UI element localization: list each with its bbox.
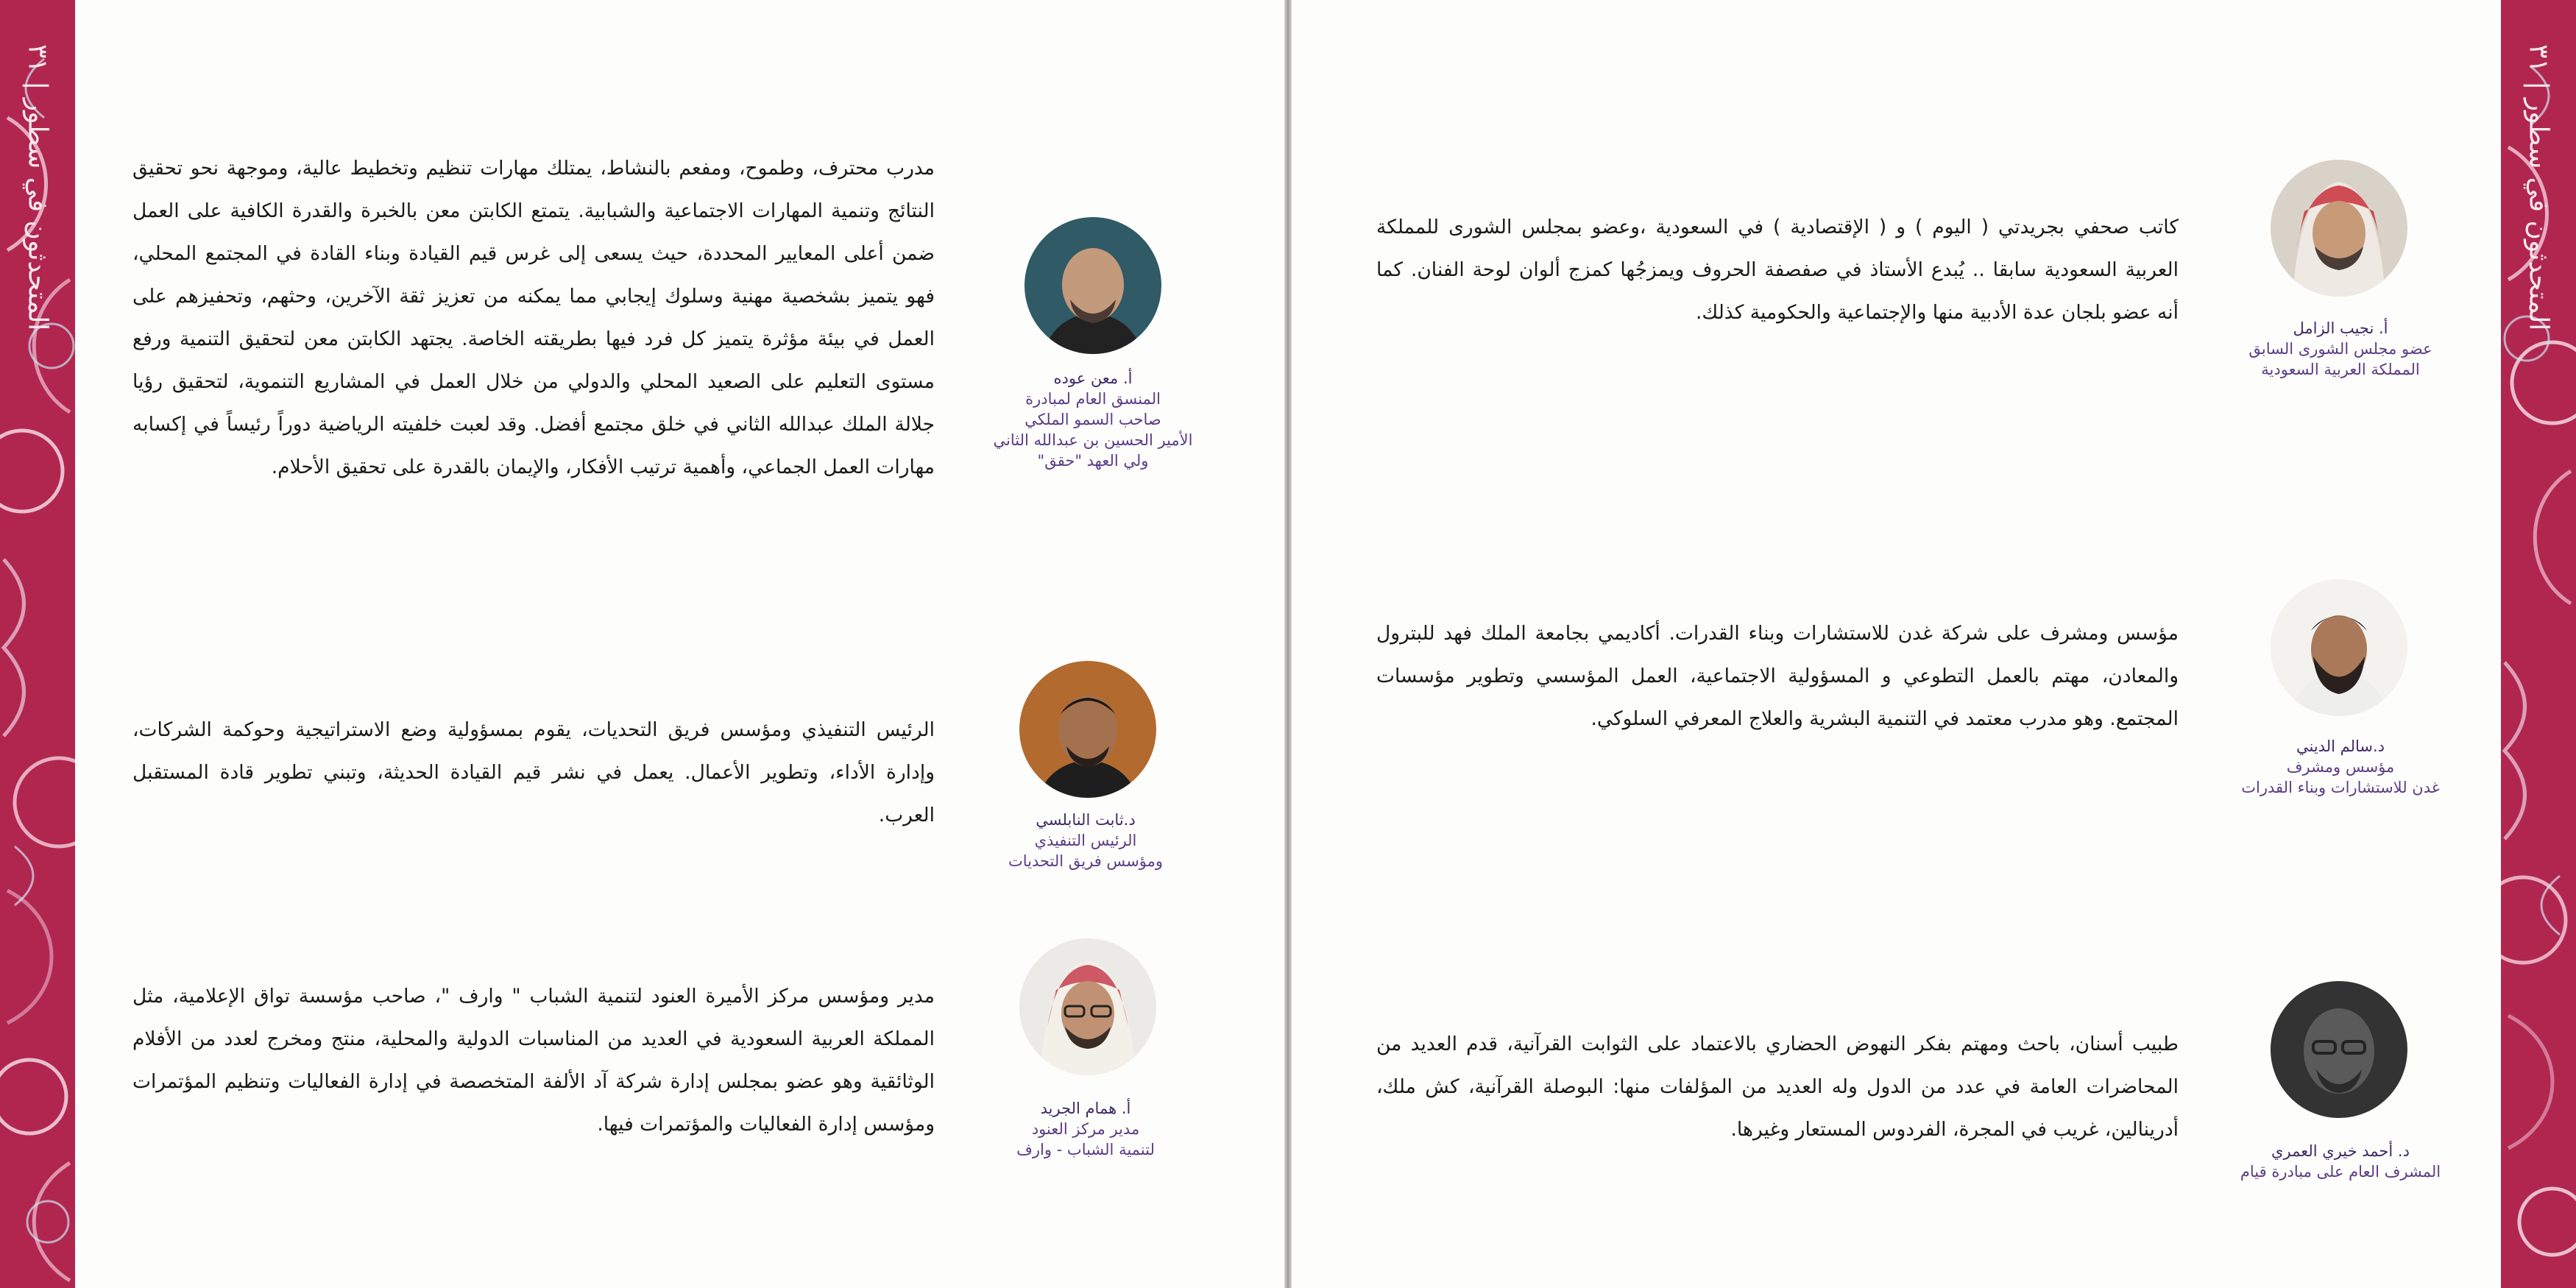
speaker-caption-maan — [949, 368, 1236, 471]
speaker-caption-najeeb — [2223, 318, 2458, 380]
speaker-bio-thabet: الرئيس التنفيذي ومؤسس فريق التحديات، يقوم بمسؤولية وضع الاستراتيجية وحوكمة الشركات، وإدارة الأداء، وتطوير الأعمال. يعمل في نشر قيم القيادة الحديثة، وتبني تطوير قادة المستقبل العرب. — [132, 718, 935, 827]
speaker-org: غدن للاستشارات وبناء القدرات — [2241, 779, 2440, 796]
speaker-photo-maan — [1025, 217, 1161, 354]
speaker-name: أ. همام الجريد — [1040, 1100, 1131, 1117]
speaker-role: المنسق العام لمبادرة — [1025, 390, 1161, 408]
speaker-caption-humam — [972, 1098, 1200, 1160]
left-side-band — [0, 0, 75, 1288]
speaker-photo-ahmed — [2271, 981, 2407, 1118]
speaker-name: د.ثابت النابلسي — [1036, 811, 1136, 829]
speaker-name: د. أحمد خيري العمري — [2271, 1142, 2410, 1160]
band-title-right: المتحدثون في سطور | ٣١ — [2523, 44, 2554, 331]
speaker-bio-ahmed: طبيب أسنان، باحث ومهتم بفكر النهوض الحضاري بالاعتماد على الثوابت القرآنية، قدم العديد من المحاضرات العامة في عدد من الدول وله العديد من المؤلفات منها: البوصلة القرآنية، كش ملك، أدرينالين، غريب في المجرة، الفردوس المستعار وغيرها. — [1376, 1033, 2179, 1141]
speaker-org: ومؤسس فريق التحديات — [1008, 852, 1164, 870]
speaker-photo-salem — [2271, 579, 2407, 716]
speaker-role: مؤسس ومشرف — [2286, 758, 2395, 776]
speaker-photo-humam — [1019, 938, 1156, 1075]
speaker-photo-najeeb — [2271, 160, 2407, 297]
speaker-role: مدير مركز العنود — [1031, 1120, 1140, 1138]
speaker-caption-salem — [2201, 736, 2480, 798]
speaker-role: ولي العهد "حقق" — [1037, 452, 1149, 470]
band-title-left: المتحدثون في سطور | ٣١ — [22, 44, 53, 331]
speaker-bio-maan: مدرب محترف، وطموح، ومفعم بالنشاط، يمتلك مهارات تنظيم وتخطيط عالية، وموجهة نحو تحقيق النتائج وتنمية المهارات الاجتماعية والشبابية. يتمتع الكابتن معن بالخبرة والقدرة الكافية على العمل ضمن أعلى المعايير المحددة، حيث يسعى إلى غرس قيم القيادة وبناء القادة في المجتمع المحلي، فهو يتميز بشخصية مهنية وسلوك إيجابي مما يمكنه من تعزيز ثقة الآخرين، وحثهم، وتحفيزهم على العمل في بيئة مؤثرة يتميز كل فرد فيها بطريقته الخاصة. يجتهد الكابتن معن لتحقيق التنمية ورفع مستوى التعليم على الصعيد المحلي والدولي من خلال العمل في المشاريع التنموية، لتحقيق رؤيا جلالة الملك عبدالله الثاني في خلق مجتمع أفضل. وقد لعبت خلفيته الرياضية دوراً رئيساً في إكسابه مهارات العمل الجماعي، وأهمية ترتيب الأفكار، والإيمان بالقدرة على تحقيق الأحلام. — [132, 157, 935, 478]
speaker-name: أ. نجيب الزامل — [2293, 319, 2388, 337]
speaker-role: صاحب السمو الملكي — [1025, 411, 1161, 428]
speaker-org: لتنمية الشباب - وارف — [1016, 1141, 1155, 1158]
speaker-role: عضو مجلس الشورى السابق — [2248, 340, 2432, 358]
page-gutter — [1284, 0, 1292, 1288]
speaker-photo-thabet — [1019, 661, 1156, 798]
speaker-org: المملكة العربية السعودية — [2261, 361, 2420, 378]
speaker-role: المشرف العام على مبادرة قيام — [2240, 1163, 2441, 1181]
speaker-caption-thabet — [964, 810, 1207, 871]
speaker-name: أ. معن عوده — [1053, 369, 1133, 387]
right-side-band — [2501, 0, 2576, 1288]
speaker-name: د.سالم الديني — [2296, 737, 2385, 755]
speaker-role: الرئيس التنفيذي — [1034, 832, 1137, 849]
speaker-bio-humam: مدير ومؤسس مركز الأميرة العنود لتنمية الشباب " وارف "، صاحب مؤسسة تواق الإعلامية، مثل المملكة العربية السعودية في العديد من المناسبات الدولية والمحلية، منتج ومخرج لعدد من الأفلام الوثائقية وهو عضو بمجلس إدارة شركة آد الألفة المتخصصة في إدارة الفعاليات وتنظيم المؤتمرات ومؤسس إدارة الفعاليات والمؤتمرات فيها. — [132, 985, 935, 1136]
speaker-role: الأمير الحسين بن عبدالله الثاني — [993, 431, 1193, 449]
speaker-bio-najeeb: كاتب صحفي بجريدتي ( اليوم ) و ( الإقتصادية ) في السعودية ،وعضو بمجلس الشورى للمملكة العربية السعودية سابقا .. يُبدع الأستاذ في صفصفة الحروف ويمزجُها كمزج ألوان لوحة الفنان. كما أنه عضو بلجان عدة الأدبية منها والإجتماعية والحكومية كذلك. — [1376, 216, 2179, 324]
speaker-bio-salem: مؤسس ومشرف على شركة غدن للاستشارات وبناء القدرات. أكاديمي بجامعة الملك فهد للبترول والمعادن، مهتم بالعمل التطوعي و المسؤولية الاجتماعية، العمل المؤسسي وتطوير مؤسسات المجتمع. وهو مدرب معتمد في التنمية البشرية والعلاج المعرفي السلوكي. — [1376, 622, 2179, 730]
speaker-caption-ahmed — [2208, 1141, 2473, 1182]
